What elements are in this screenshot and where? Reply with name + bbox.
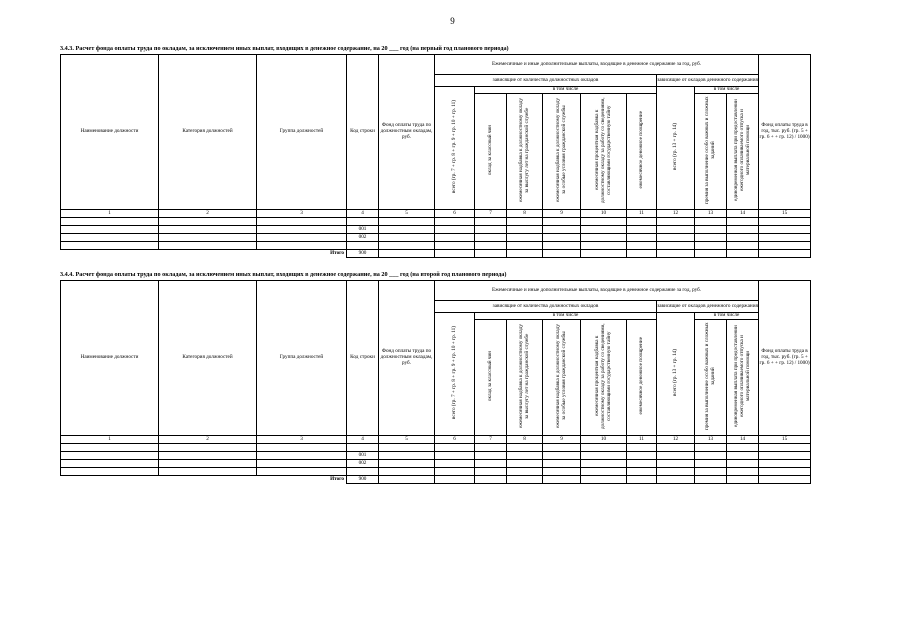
table-row: 001 bbox=[61, 452, 811, 460]
header-incl2: в том числе bbox=[695, 87, 759, 94]
header-monthly: Ежемесячные и иные дополнительные выплаты, входящие в денежное содержание за год, руб. bbox=[435, 281, 759, 301]
header-c10: ежемесячная процентная надбавка к должностному окладу за работу со сведениями, составляющими государственную тайну bbox=[581, 320, 627, 436]
header-name: Наименование должности bbox=[61, 281, 159, 436]
header-total-a: всего (гр. 7 + гр. 8 + гр. 9 + гр. 10 + гр. 11) bbox=[435, 87, 475, 210]
itogo-code: 900 bbox=[347, 250, 379, 258]
header-incl: в том числе bbox=[475, 87, 657, 94]
header-dep-count: зависящие от количества должностных окладов bbox=[435, 301, 657, 313]
section-second-year bbox=[60, 270, 810, 484]
header-c11: ежемесячное денежное поощрение bbox=[627, 94, 657, 210]
header-group: Группа должностей bbox=[257, 55, 347, 210]
table-row bbox=[61, 218, 811, 226]
header-dep-count: зависящие от количества должностных окладов bbox=[435, 75, 657, 87]
header-c10: ежемесячная процентная надбавка к должностному окладу за работу со сведениями, составляющими государственную тайну bbox=[581, 94, 627, 210]
header-code: Код строки bbox=[347, 281, 379, 436]
table-row: 002 bbox=[61, 234, 811, 242]
header-dep-salary: зависящие от окладов денежного содержания bbox=[657, 301, 759, 313]
itogo-row: Итого 900 bbox=[61, 250, 811, 258]
header-c11: ежемесячное денежное поощрение bbox=[627, 320, 657, 436]
header-name: Наименование должности bbox=[61, 55, 159, 210]
header-incl2: в том числе bbox=[695, 313, 759, 320]
header-c15: Фонд оплаты труда в год, тыс. руб. (гр. 5 + гр. 6 + + гр. 12) / 1000) bbox=[759, 281, 811, 436]
header-total-a: всего (гр. 7 + гр. 8 + гр. 9 + гр. 10 + гр. 11) bbox=[435, 313, 475, 436]
itogo-code: 900 bbox=[347, 476, 379, 484]
header-monthly: Ежемесячные и иные дополнительные выплаты, входящие в денежное содержание за год, руб. bbox=[435, 55, 759, 75]
header-c13: премия за выполнение особо важных и сложных заданий bbox=[695, 320, 727, 436]
header-c8: ежемесячная надбавка к должностному окладу за выслугу лет на гражданской службе bbox=[507, 94, 543, 210]
table-row: 001 bbox=[61, 226, 811, 234]
column-numbers-row: 1 2 3 4 5 6 7 8 9 10 11 12 13 14 15 bbox=[61, 436, 811, 444]
header-c14: единовременная выплата при предоставлении ежегодного оплачиваемого отпуска и материальной помощи bbox=[727, 320, 759, 436]
salary-fund-table bbox=[60, 54, 811, 258]
section-title: 3.4.3. Расчет фонда оплаты труда по окладам, за исключением иных выплат, входящих в денежное содержание, на 20 ___ год (на первый год планового периода) bbox=[60, 45, 509, 52]
header-c7: оклад за классный чин bbox=[475, 320, 507, 436]
header-dep-salary: зависящие от окладов денежного содержания bbox=[657, 75, 759, 87]
header-c8: ежемесячная надбавка к должностному окладу за выслугу лет на гражданской службе bbox=[507, 320, 543, 436]
itogo-row: Итого 900 bbox=[61, 476, 811, 484]
header-total-b: всего (гр. 13 + гр. 14) bbox=[657, 87, 695, 210]
header-c9: ежемесячная надбавка к должностному окладу за особые условия гражданской службы bbox=[543, 94, 581, 210]
table-row bbox=[61, 468, 811, 476]
header-c7: оклад за классный чин bbox=[475, 94, 507, 210]
header-c14: единовременная выплата при предоставлении ежегодного оплачиваемого отпуска и материальной помощи bbox=[727, 94, 759, 210]
table-row bbox=[61, 444, 811, 452]
header-code: Код строки bbox=[347, 55, 379, 210]
header-fund-salary: Фонд оплаты труда по должностным окладам, руб. bbox=[379, 55, 435, 210]
section-title: 3.4.4. Расчет фонда оплаты труда по окладам, за исключением иных выплат, входящих в денежное содержание, на 20 ___ год (на второй год планового периода) bbox=[60, 271, 507, 278]
section-first-year bbox=[60, 44, 810, 258]
header-incl: в том числе bbox=[475, 313, 657, 320]
header-c13: премия за выполнение особо важных и сложных заданий bbox=[695, 94, 727, 210]
header-total-b: всего (гр. 13 + гр. 14) bbox=[657, 313, 695, 436]
header-category: Категория должностей bbox=[159, 55, 257, 210]
table-row bbox=[61, 242, 811, 250]
header-category: Категория должностей bbox=[159, 281, 257, 436]
salary-fund-table bbox=[60, 280, 811, 484]
header-c15: Фонд оплаты труда в год, тыс. руб. (гр. 5 + гр. 6 + + гр. 12) / 1000) bbox=[759, 55, 811, 210]
table-row: 002 bbox=[61, 460, 811, 468]
header-fund-salary: Фонд оплаты труда по должностным окладам, руб. bbox=[379, 281, 435, 436]
column-numbers-row: 1 2 3 4 5 6 7 8 9 10 11 12 13 14 15 bbox=[61, 210, 811, 218]
header-group: Группа должностей bbox=[257, 281, 347, 436]
page-number: 9 bbox=[450, 16, 455, 26]
header-c9: ежемесячная надбавка к должностному окладу за особые условия гражданской службы bbox=[543, 320, 581, 436]
